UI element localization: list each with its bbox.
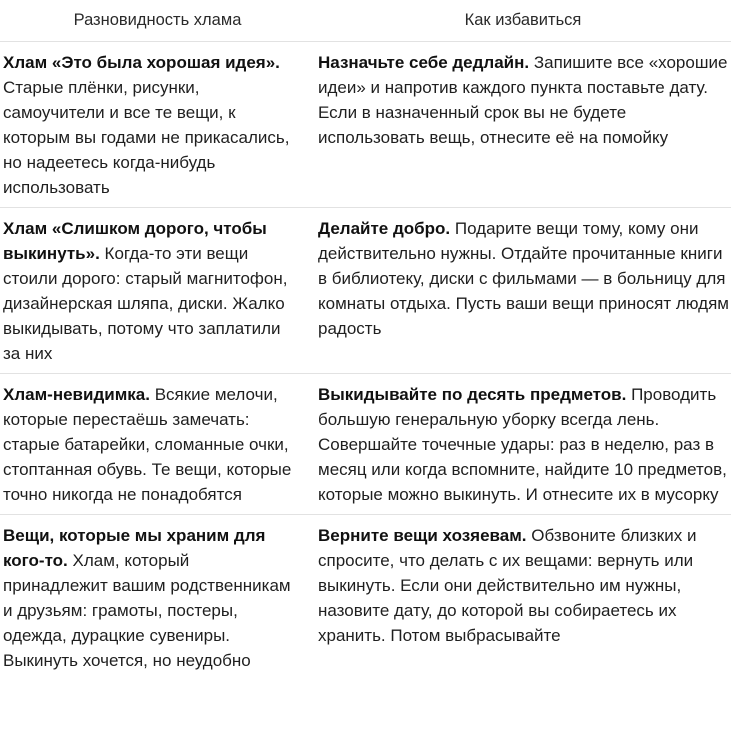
table-header-row [0,0,731,42]
table-row [0,374,731,515]
table-row [0,42,731,208]
solution-title: Выкидывайте по десять предметов. [318,385,627,404]
junk-type-description: Всякие мелочи, которые перестаёшь замечать: старые батарейки, сломанные очки, стоптанная обувь. Те вещи, которые точно никогда не понадобятся [3,385,292,504]
table-row [0,515,731,681]
solution-description: Обзвоните близких и спросите, что делать с их вещами: вернуть или выкинуть. Если они действительно им нужны, назовите дату, до которой вы собираетесь их хранить. Потом выбрасывайте [318,526,697,645]
junk-type-cell [0,515,315,681]
junk-type-title: Хлам «Это была хорошая идея». [3,53,280,72]
solution-title: Верните вещи хозяевам. [318,526,527,545]
solution-title: Делайте добро. [318,219,451,238]
solution-description: Запишите все «хорошие идеи» и напротив каждого пункта поставьте дату. Если в назначенный срок вы не будете использовать вещь, отнесите её на помойку [318,53,728,147]
junk-type-description: Когда-то эти вещи стоили дорого: старый магнитофон, дизайнерская шляпа, диски. Жалко выкидывать, потому что заплатили за них [3,244,288,363]
table-row [0,208,731,374]
solution-cell [315,515,731,681]
junk-type-cell [0,374,315,515]
junk-type-description: Старые плёнки, рисунки, самоучители и все те вещи, к которым вы годами не прикасались, но надеетесь когда-нибудь использовать [3,78,290,197]
junk-type-cell [0,208,315,374]
junk-type-cell [0,42,315,208]
junk-type-title: Хлам «Слишком дорого, чтобы выкинуть». [3,219,267,263]
junk-type-title: Хлам-невидимка. [3,385,150,404]
column-header-junk-type: Разновидность хлама [0,0,315,42]
junk-type-title: Вещи, которые мы храним для кого-то. [3,526,266,570]
solution-description: Проводить большую генеральную уборку всегда лень. Совершайте точечные удары: раз в неделю, раз в месяц или когда вспомните, найдите 10 предметов, которые можно выкинуть. И отнесите их в мусорку [318,385,727,504]
junk-type-description: Хлам, который принадлежит вашим родственникам и друзьям: грамоты, постеры, одежда, дурацкие сувениры. Выкинуть хочется, но неудобно [3,551,291,670]
solution-cell [315,42,731,208]
solution-description: Подарите вещи тому, кому они действительно нужны. Отдайте прочитанные книги в библиотеку, диски с фильмами — в больницу для комнаты отдыха. Пусть ваши вещи приносят людям радость [318,219,729,338]
solution-cell [315,208,731,374]
solution-cell [315,374,731,515]
solution-title: Назначьте себе дедлайн. [318,53,530,72]
column-header-how-to-get-rid: Как избавиться [315,0,731,42]
